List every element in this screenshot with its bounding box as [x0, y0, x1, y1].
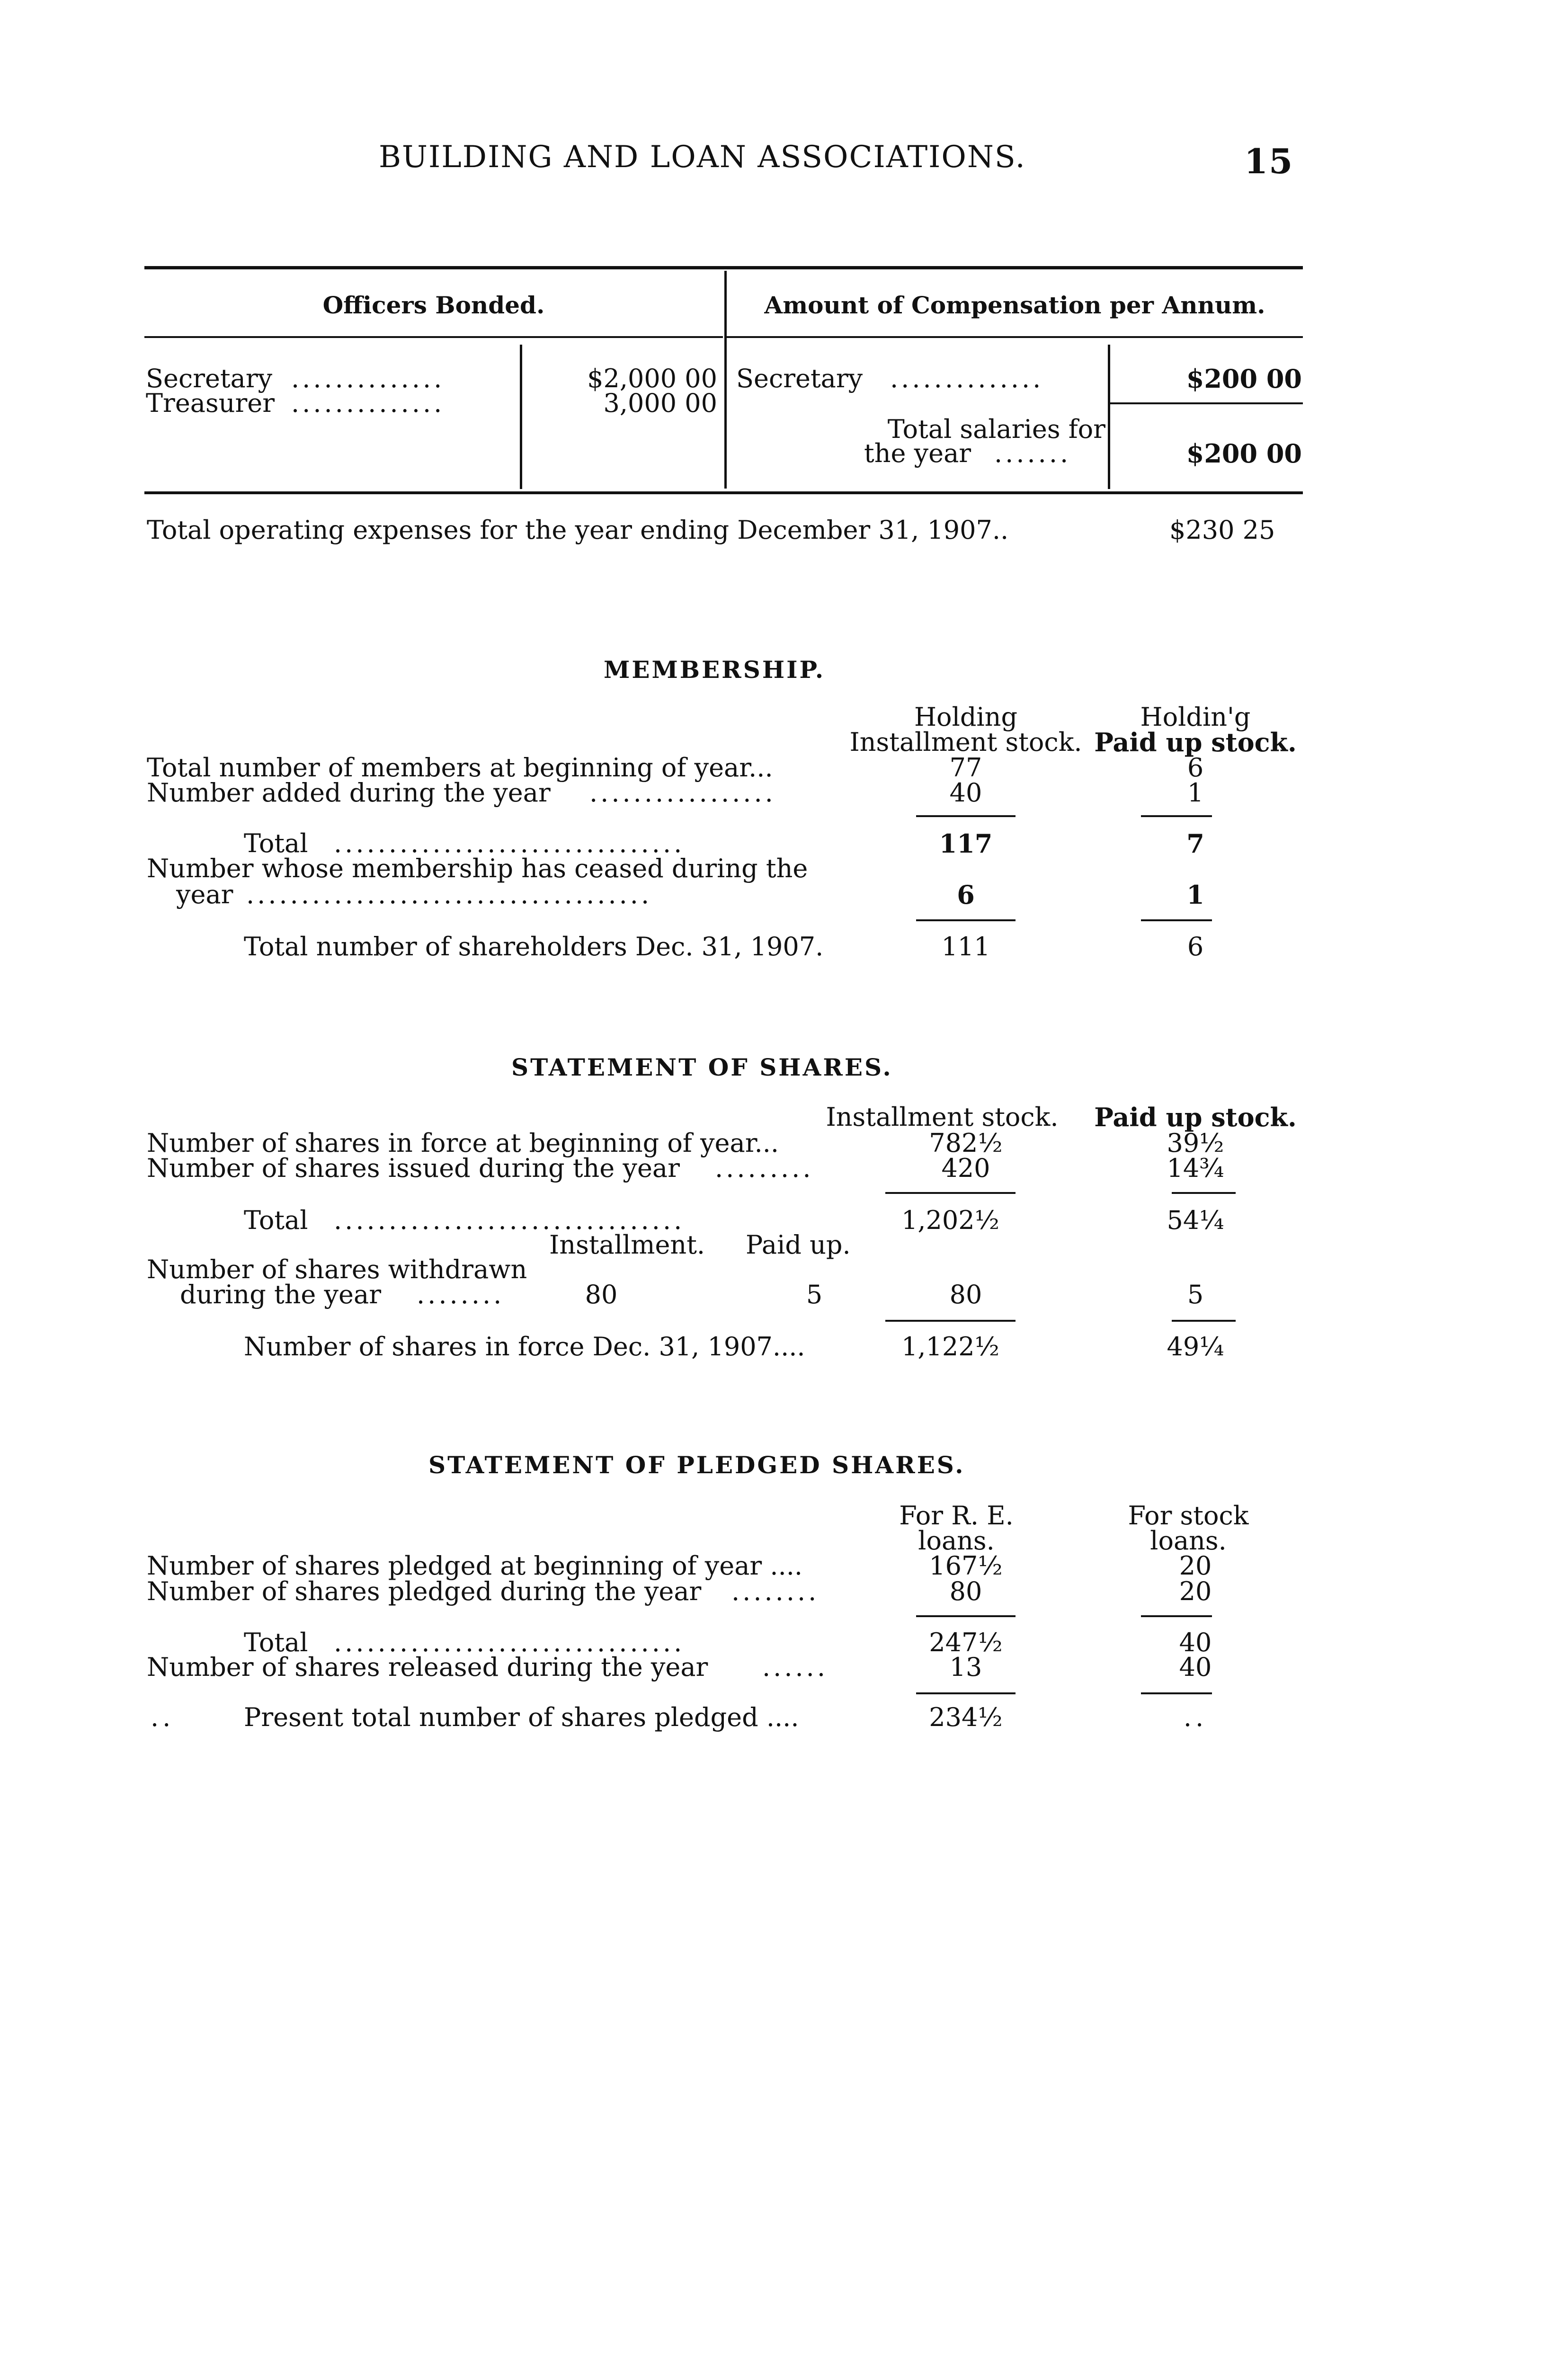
pledged-col2-header-2: loans. — [1150, 1526, 1227, 1556]
comp-sum-rule — [1110, 402, 1303, 404]
membership-col2-header-1: Holdin'g — [1140, 702, 1251, 732]
bonded-divider — [520, 345, 522, 489]
pledged-prefix-dots: .. — [151, 1702, 175, 1732]
pledged-col2-header-1: For stock — [1128, 1501, 1249, 1531]
shares-row-v2: 5 — [1187, 1280, 1204, 1309]
pledged-row-v1: 80 — [949, 1576, 982, 1606]
leader-dots: ................................ — [334, 1205, 685, 1235]
shares-row-v1: 1,122½ — [901, 1332, 999, 1361]
membership-row-v2: 7 — [1186, 828, 1204, 859]
membership-row-v1: 111 — [941, 932, 990, 961]
operating-expenses-label: Total operating expenses for the year ending December 31, 1907.. — [147, 515, 1009, 545]
membership-row-v2: 6 — [1187, 932, 1204, 961]
membership-row-label: Total number of members at beginning of year... — [147, 753, 773, 783]
shares-row-label: Number of shares issued during the year — [147, 1153, 680, 1183]
comp-divider — [1108, 345, 1110, 489]
pledged-row-label: Number of shares pledged at beginning of year .... — [147, 1551, 803, 1581]
table-top-rule — [144, 266, 1303, 269]
pledged-row-label: Number of shares released during the year — [147, 1652, 708, 1682]
compensation-header: Amount of Compensation per Annum. — [764, 291, 1265, 319]
pledged-col1-header-1: For R. E. — [899, 1501, 1014, 1531]
pledged-row-v2: 20 — [1179, 1576, 1212, 1606]
sum-rule — [1141, 1615, 1212, 1617]
membership-row-label: Total number of shareholders Dec. 31, 1907. — [244, 932, 824, 961]
membership-col1-header-2: Installment stock. — [849, 727, 1082, 757]
shares-col1-header: Installment stock. — [826, 1102, 1059, 1132]
bonded-label-secretary: Secretary — [146, 364, 273, 393]
pledged-row-v2: 20 — [1179, 1551, 1212, 1581]
shares-title: STATEMENT OF SHARES. — [511, 1053, 893, 1081]
sum-rule — [916, 1615, 1016, 1617]
withdrawn-paid-value: 5 — [806, 1280, 823, 1309]
total-salaries-dots: ....... — [994, 438, 1071, 468]
leader-dots: ................. — [589, 778, 776, 808]
pledged-row-label: Number of shares pledged during the year — [147, 1576, 702, 1606]
header-rule-right — [727, 336, 1303, 338]
pledged-row-v1: 13 — [949, 1652, 982, 1682]
membership-row-label: Number whose membership has ceased during the — [147, 854, 808, 883]
pledged-row-label: Present total number of shares pledged .... — [244, 1702, 799, 1732]
membership-row-v2: 1 — [1187, 778, 1204, 808]
membership-row-v2: 1 — [1186, 880, 1204, 910]
comp-label-secretary: Secretary — [736, 364, 863, 393]
membership-row-v1: 77 — [949, 753, 982, 783]
pledged-row-label: Total — [244, 1628, 308, 1657]
sum-rule — [1141, 919, 1212, 921]
pledged-row-v1: 247½ — [929, 1628, 1003, 1657]
shares-row-v1: 782½ — [929, 1128, 1003, 1158]
withdrawn-paid-header: Paid up. — [746, 1230, 851, 1260]
shares-row-v2: 54¼ — [1167, 1205, 1224, 1235]
shares-row-v2: 49¼ — [1167, 1332, 1224, 1361]
membership-title: MEMBERSHIP. — [604, 656, 826, 684]
header-divider — [724, 271, 727, 489]
total-salaries-label-2: the year — [864, 438, 971, 468]
membership-row-v1: 40 — [949, 778, 982, 808]
table-bottom-rule — [144, 491, 1303, 494]
membership-row-v1: 6 — [957, 880, 975, 910]
shares-row-label: Number of shares in force Dec. 31, 1907.... — [244, 1332, 805, 1361]
sum-rule — [1172, 1320, 1236, 1322]
header-rule-left — [144, 336, 723, 338]
membership-row-label-cont: year — [176, 880, 233, 909]
page-number: 15 — [1244, 141, 1294, 181]
pledged-row-v1: 167½ — [929, 1551, 1003, 1581]
sum-rule — [916, 815, 1016, 817]
leader-dots: ...... — [762, 1652, 828, 1682]
leader-dots: ................................ — [334, 828, 685, 858]
operating-expenses-amount: $230 25 — [1169, 515, 1275, 545]
bonded-amount-secretary: $2,000 00 — [587, 364, 717, 393]
comp-amount-secretary: $200 00 — [1186, 364, 1302, 394]
running-head: BUILDING AND LOAN ASSOCIATIONS. — [379, 140, 1026, 175]
shares-col2-header: Paid up stock. — [1094, 1102, 1297, 1132]
pledged-row-v1: 234½ — [929, 1702, 1003, 1732]
pledged-row-v2: .. — [1183, 1702, 1208, 1732]
sum-rule — [1172, 1192, 1236, 1194]
leader-dots: ........ — [731, 1576, 820, 1606]
leader-dots: ........ — [417, 1280, 505, 1309]
pledged-col1-header-2: loans. — [918, 1526, 995, 1556]
pledged-row-v2: 40 — [1179, 1652, 1212, 1682]
sum-rule — [885, 1192, 1016, 1194]
membership-row-v2: 6 — [1187, 753, 1204, 783]
total-salaries-amount: $200 00 — [1186, 438, 1302, 469]
shares-row-label-cont: during the year — [180, 1280, 382, 1309]
bonded-amount-treasurer: 3,000 00 — [603, 388, 717, 418]
comp-dots: .............. — [890, 364, 1044, 393]
leader-dots: ..................................... — [246, 880, 652, 909]
shares-row-v1: 1,202½ — [901, 1205, 999, 1235]
membership-col1-header-1: Holding — [914, 702, 1018, 732]
sum-rule — [1141, 1692, 1212, 1694]
total-salaries-label-1: Total salaries for — [887, 414, 1105, 444]
pledged-row-v2: 40 — [1179, 1628, 1212, 1657]
bonded-dots-treasurer: .............. — [291, 388, 445, 418]
officers-bonded-header: Officers Bonded. — [322, 291, 545, 319]
withdrawn-installment-header: Installment. — [549, 1230, 705, 1260]
membership-row-v1: 117 — [939, 828, 993, 859]
bonded-dots-secretary: .............. — [291, 364, 445, 393]
leader-dots: ................................ — [334, 1628, 685, 1657]
leader-dots: ......... — [715, 1153, 814, 1183]
shares-row-v1: 420 — [941, 1153, 990, 1183]
sum-rule — [885, 1320, 1016, 1322]
sum-rule — [916, 919, 1016, 921]
shares-row-label: Number of shares in force at beginning of year... — [147, 1128, 779, 1158]
membership-row-label: Total — [244, 828, 308, 858]
shares-row-v1: 80 — [949, 1280, 982, 1309]
shares-row-v2: 39½ — [1167, 1128, 1224, 1158]
shares-row-label: Total — [244, 1205, 308, 1235]
shares-row-label: Number of shares withdrawn — [147, 1255, 527, 1284]
pledged-title: STATEMENT OF PLEDGED SHARES. — [428, 1451, 965, 1479]
withdrawn-installment-value: 80 — [585, 1280, 618, 1309]
membership-col2-header-2: Paid up stock. — [1094, 727, 1297, 757]
shares-row-v2: 14¾ — [1167, 1153, 1224, 1183]
sum-rule — [916, 1692, 1016, 1694]
bonded-label-treasurer: Treasurer — [146, 388, 275, 418]
sum-rule — [1141, 815, 1212, 817]
membership-row-label: Number added during the year — [147, 778, 551, 808]
